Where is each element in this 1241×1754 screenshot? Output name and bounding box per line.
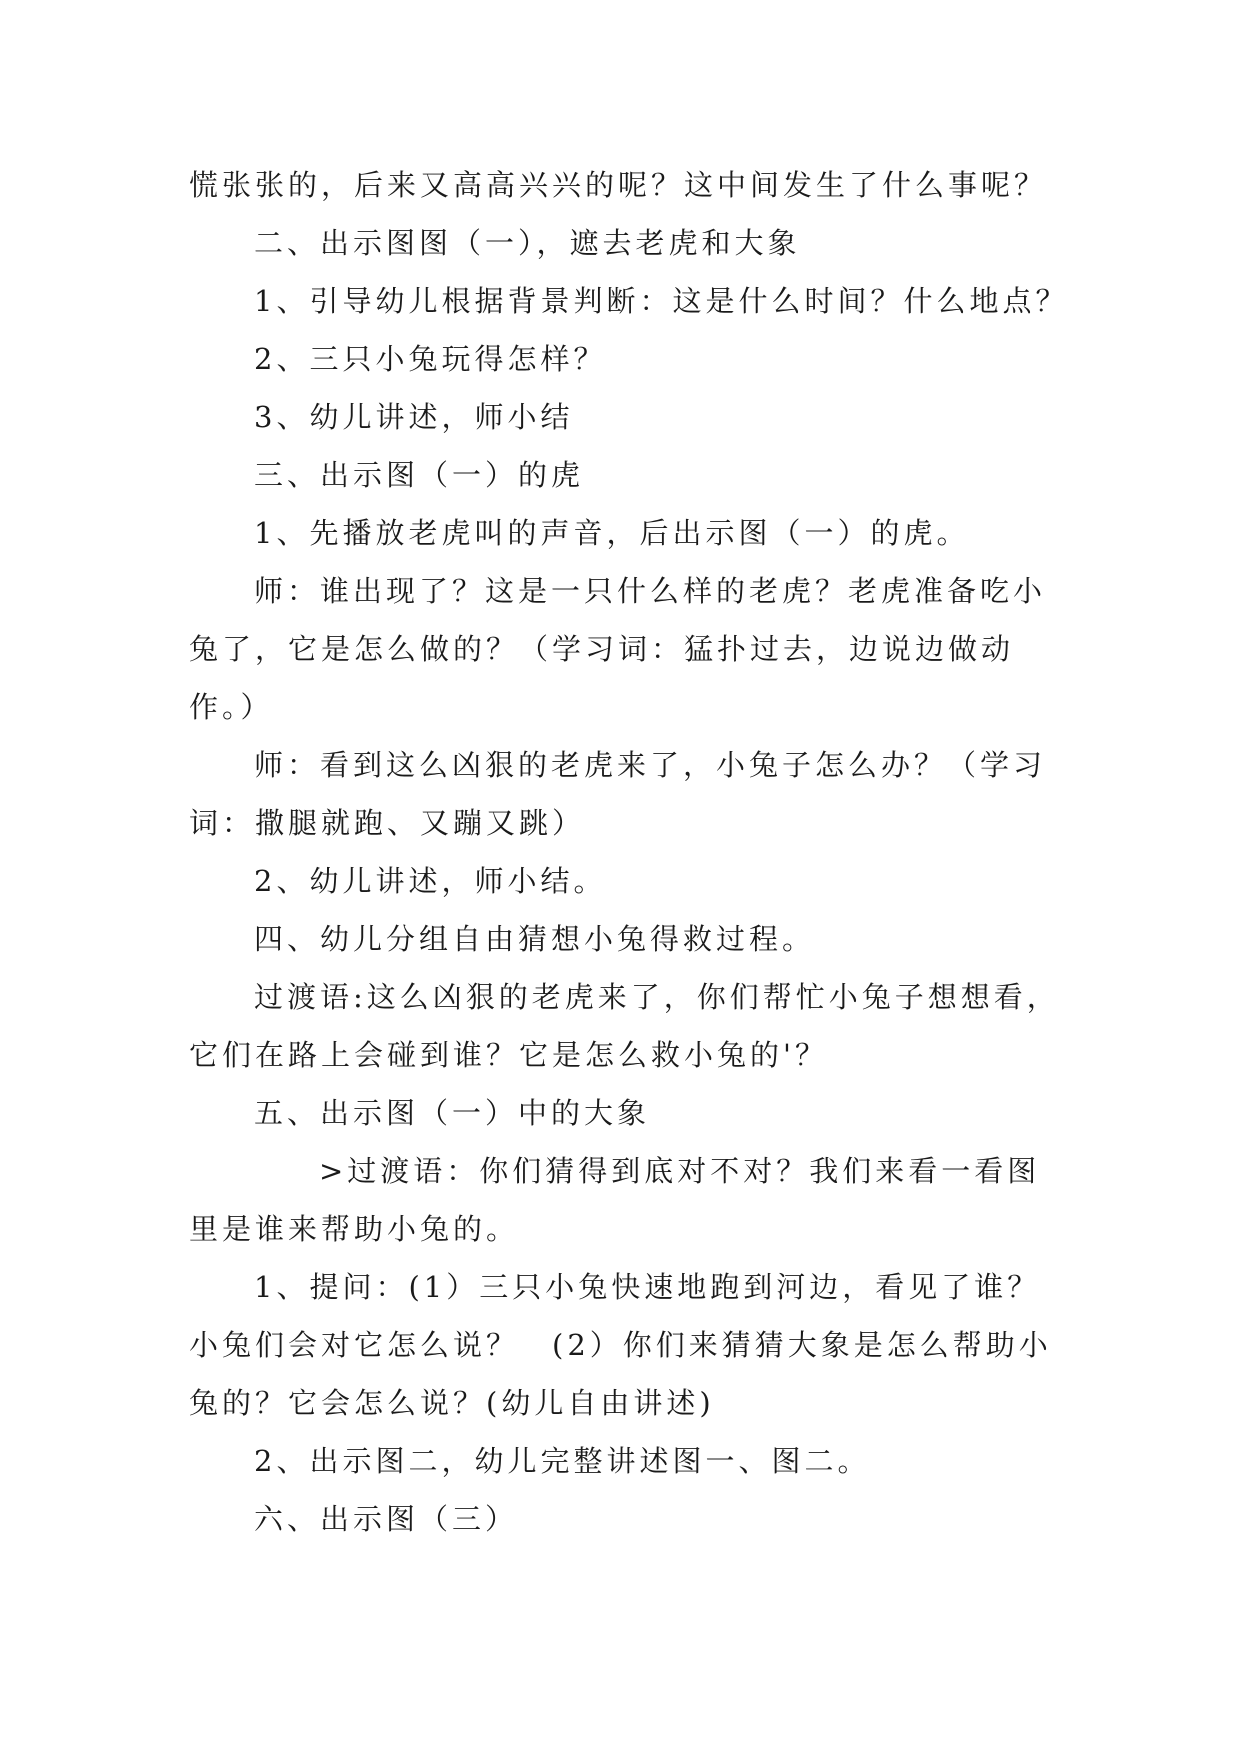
text-line: 2、幼儿讲述，师小结。 (254, 864, 607, 898)
text-line: 1、提问：(1）三只小兔快速地跑到河边，看见了谁？ (254, 1270, 1041, 1304)
section-heading: 四、幼儿分组自由猜想小兔得救过程。 (254, 922, 816, 956)
text-line: 2、出示图二，幼儿完整讲述图一、图二。 (254, 1444, 871, 1478)
text-line: 师：谁出现了？这是一只什么样的老虎？老虎准备吃小 (254, 574, 1047, 608)
text-line: 1、引导幼儿根据背景判断：这是什么时间？什么地点？ (254, 284, 1069, 318)
section-heading: 三、出示图（一）的虎 (254, 458, 585, 492)
text-line: 里是谁来帮助小兔的。 (189, 1212, 520, 1246)
text-line: 兔的？它会怎么说？(幼儿自由讲述) (189, 1386, 715, 1420)
text-line: 词：撒腿就跑、又蹦又跳） (189, 806, 586, 840)
text-line: 它们在路上会碰到谁？它是怎么救小兔的'？ (189, 1038, 828, 1072)
text-line: 过渡语:这么凶狠的老虎来了，你们帮忙小兔子想想看， (254, 980, 1060, 1014)
text-line: >过渡语：你们猜得到底对不对？我们来看一看图 (319, 1154, 1041, 1188)
text-line: 作。） (189, 690, 274, 724)
text-line: 兔了，它是怎么做的？（学习词：猛扑过去，边说边做动 (189, 632, 1015, 666)
text-line: 师：看到这么凶狠的老虎来了，小兔子怎么办？（学习 (254, 748, 1047, 782)
section-heading: 二、出示图图（一），遮去老虎和大象 (254, 226, 801, 260)
text-line: 1、先播放老虎叫的声音，后出示图（一）的虎。 (254, 516, 970, 550)
section-heading: 五、出示图（一）中的大象 (254, 1096, 651, 1130)
document-body (189, 156, 1069, 1548)
section-heading: 六、出示图（三） (254, 1502, 519, 1536)
text-line: 2、三只小兔玩得怎样？ (254, 342, 607, 376)
text-line: 小兔们会对它怎么说？ (2）你们来猜猜大象是怎么帮助小 (189, 1328, 1052, 1362)
text-line: 慌张张的，后来又高高兴兴的呢？这中间发生了什么事呢？ (189, 168, 1048, 202)
text-line: 3、幼儿讲述，师小结 (254, 400, 574, 434)
